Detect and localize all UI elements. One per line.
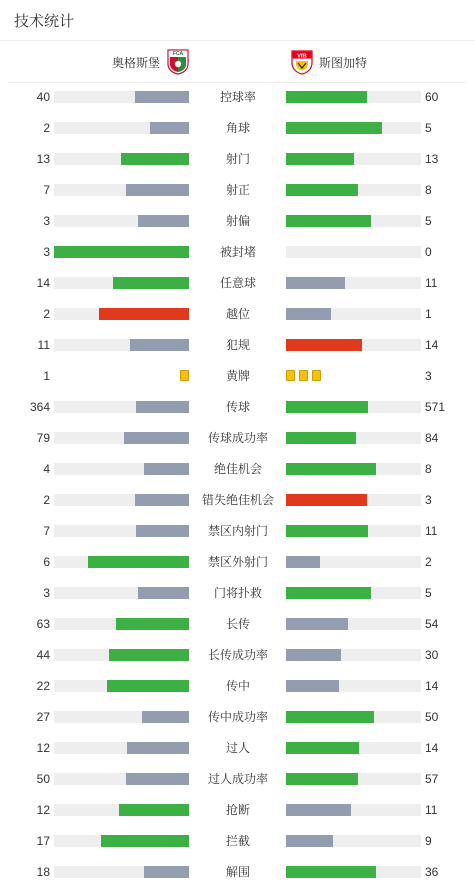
title-divider bbox=[0, 40, 475, 41]
away-stat-value: 13 bbox=[425, 152, 439, 166]
home-stat-bar-fill bbox=[135, 91, 189, 103]
stat-label: 解围 bbox=[225, 865, 250, 879]
stat-row bbox=[0, 272, 475, 294]
away-stat-value: 11 bbox=[425, 276, 438, 290]
home-stat-bar-fill bbox=[142, 711, 189, 723]
away-stat-bar bbox=[286, 215, 421, 227]
home-stat-bar bbox=[54, 835, 189, 847]
away-stat-bar-fill bbox=[286, 91, 367, 103]
yellow-card-icon bbox=[312, 370, 321, 381]
home-stat-bar bbox=[54, 277, 189, 289]
stat-label: 长传成功率 bbox=[207, 648, 268, 662]
home-stat-value: 27 bbox=[36, 710, 50, 724]
away-stat-bar bbox=[286, 277, 421, 289]
away-stat-bar-fill bbox=[286, 308, 331, 320]
stat-label: 角球 bbox=[225, 121, 250, 135]
home-stat-value: 40 bbox=[36, 90, 50, 104]
home-stat-bar-fill bbox=[144, 866, 189, 878]
stat-label: 控球率 bbox=[219, 90, 256, 104]
yellow-card-icon bbox=[180, 370, 189, 381]
away-stat-bar-fill bbox=[286, 525, 368, 537]
stat-label: 传球成功率 bbox=[207, 431, 268, 445]
away-stat-bar bbox=[286, 556, 421, 568]
home-stat-bar bbox=[54, 184, 189, 196]
home-stat-bar-fill bbox=[116, 618, 189, 630]
home-crest-letters: FCA bbox=[172, 51, 184, 58]
home-stat-bar-fill bbox=[124, 432, 189, 444]
home-stat-value: 18 bbox=[36, 865, 50, 879]
home-stat-value: 14 bbox=[36, 276, 50, 290]
home-stat-value: 3 bbox=[43, 586, 50, 600]
stat-label: 长传 bbox=[225, 617, 250, 631]
team-header-divider bbox=[8, 82, 466, 83]
away-stat-bar bbox=[286, 618, 421, 630]
home-stat-bar bbox=[54, 804, 189, 816]
away-stat-value: 2 bbox=[425, 555, 432, 569]
away-stat-bar bbox=[286, 153, 421, 165]
stat-label: 射正 bbox=[225, 183, 250, 197]
home-stat-bar bbox=[54, 618, 189, 630]
away-stat-bar-fill bbox=[286, 432, 356, 444]
home-stat-bar-fill bbox=[119, 804, 189, 816]
away-stat-bar-fill bbox=[286, 742, 359, 754]
home-stat-value: 7 bbox=[43, 183, 50, 197]
away-stat-bar-fill bbox=[286, 618, 348, 630]
away-stat-value: 30 bbox=[425, 648, 439, 662]
stat-row bbox=[0, 613, 475, 635]
away-stat-bar-fill bbox=[286, 463, 376, 475]
stat-row bbox=[0, 861, 475, 883]
home-stat-bar-fill bbox=[126, 773, 189, 785]
home-stat-bar bbox=[54, 711, 189, 723]
stat-label: 绝佳机会 bbox=[213, 462, 262, 476]
home-stat-bar-fill bbox=[54, 246, 189, 258]
away-stat-bar-fill bbox=[286, 122, 382, 134]
stuttgart-crest-icon bbox=[291, 49, 313, 75]
stat-row bbox=[0, 86, 475, 108]
stat-label: 错失绝佳机会 bbox=[201, 493, 274, 507]
stat-row bbox=[0, 148, 475, 170]
home-stat-bar-fill bbox=[109, 649, 189, 661]
away-stat-bar bbox=[286, 835, 421, 847]
home-stat-bar bbox=[54, 401, 189, 413]
away-stat-bar bbox=[286, 773, 421, 785]
home-stat-value: 13 bbox=[36, 152, 50, 166]
page-title: 技术统计 bbox=[14, 13, 75, 30]
away-stat-bar bbox=[286, 866, 421, 878]
away-stat-bar-fill bbox=[286, 711, 374, 723]
away-stat-value: 14 bbox=[425, 679, 439, 693]
away-stat-bar bbox=[286, 711, 421, 723]
away-stat-value: 3 bbox=[425, 493, 432, 507]
away-stat-bar bbox=[286, 246, 421, 258]
stat-label: 过人成功率 bbox=[207, 772, 268, 786]
home-stat-bar-fill bbox=[130, 339, 189, 351]
away-stat-bar-fill bbox=[286, 153, 354, 165]
away-stat-value: 36 bbox=[425, 865, 439, 879]
home-stat-bar bbox=[54, 494, 189, 506]
away-stat-bar-fill bbox=[286, 835, 333, 847]
stat-row bbox=[0, 396, 475, 418]
augsburg-crest-icon bbox=[167, 49, 189, 75]
home-stat-bar-fill bbox=[150, 122, 189, 134]
yellow-card-icon bbox=[299, 370, 308, 381]
home-stat-bar-fill bbox=[138, 587, 189, 599]
stat-label: 射门 bbox=[225, 152, 250, 166]
away-stat-bar bbox=[286, 308, 421, 320]
home-stat-bar bbox=[54, 91, 189, 103]
stat-label: 传中 bbox=[225, 679, 250, 693]
away-stat-bar-fill bbox=[286, 401, 368, 413]
stat-row bbox=[0, 334, 475, 356]
away-stat-value: 5 bbox=[425, 586, 432, 600]
home-stat-bar bbox=[54, 525, 189, 537]
home-yellow-cards bbox=[180, 370, 189, 382]
stat-label: 禁区内射门 bbox=[207, 524, 268, 538]
stat-row bbox=[0, 210, 475, 232]
home-stat-value: 7 bbox=[43, 524, 50, 538]
home-stat-value: 2 bbox=[43, 307, 50, 321]
home-stat-value: 11 bbox=[37, 338, 50, 352]
away-stat-bar bbox=[286, 463, 421, 475]
away-stat-bar-fill bbox=[286, 556, 320, 568]
home-stat-bar bbox=[54, 339, 189, 351]
stat-row bbox=[0, 675, 475, 697]
home-stat-bar bbox=[54, 680, 189, 692]
stat-label: 禁区外射门 bbox=[207, 555, 268, 569]
home-stat-bar-fill bbox=[136, 525, 189, 537]
away-stat-value: 50 bbox=[425, 710, 439, 724]
home-stat-bar bbox=[54, 866, 189, 878]
away-stat-bar-fill bbox=[286, 277, 345, 289]
away-stat-bar-fill bbox=[286, 215, 371, 227]
home-stat-bar-fill bbox=[121, 153, 189, 165]
home-stat-bar bbox=[54, 308, 189, 320]
stat-label: 传中成功率 bbox=[207, 710, 268, 724]
home-stat-value: 79 bbox=[36, 431, 50, 445]
home-stat-bar bbox=[54, 556, 189, 568]
away-team-name: 斯图加特 bbox=[319, 55, 368, 70]
away-stat-value: 5 bbox=[425, 214, 432, 228]
home-stat-bar bbox=[54, 773, 189, 785]
stat-row bbox=[0, 799, 475, 821]
home-stat-value: 2 bbox=[43, 493, 50, 507]
home-team[interactable] bbox=[112, 48, 189, 76]
home-stat-bar-fill bbox=[136, 401, 189, 413]
home-stat-value: 12 bbox=[36, 741, 50, 755]
away-stat-bar bbox=[286, 184, 421, 196]
away-stat-bar-fill bbox=[286, 866, 376, 878]
stat-row bbox=[0, 117, 475, 139]
home-stat-bar-fill bbox=[107, 680, 189, 692]
home-stat-value: 1 bbox=[43, 369, 50, 383]
away-stat-bar-fill bbox=[286, 587, 371, 599]
away-stat-value: 9 bbox=[425, 834, 432, 848]
away-stat-bar bbox=[286, 494, 421, 506]
away-stat-bar bbox=[286, 91, 421, 103]
away-stat-bar bbox=[286, 587, 421, 599]
home-stat-value: 63 bbox=[36, 617, 50, 631]
yellow-card-icon bbox=[286, 370, 295, 381]
home-stat-value: 22 bbox=[36, 679, 50, 693]
away-stat-value: 84 bbox=[425, 431, 439, 445]
home-stat-bar bbox=[54, 742, 189, 754]
home-team-name: 奥格斯堡 bbox=[112, 55, 161, 70]
home-stat-value: 3 bbox=[43, 245, 50, 259]
away-stat-value: 0 bbox=[425, 245, 432, 259]
stat-label: 抢断 bbox=[225, 803, 250, 817]
away-stat-value: 14 bbox=[425, 338, 439, 352]
stat-row bbox=[0, 458, 475, 480]
stat-row bbox=[0, 551, 475, 573]
stat-row bbox=[0, 179, 475, 201]
stat-row bbox=[0, 737, 475, 759]
home-stat-value: 50 bbox=[36, 772, 50, 786]
home-stat-bar-fill bbox=[101, 835, 189, 847]
away-stat-bar bbox=[286, 122, 421, 134]
stat-row bbox=[0, 489, 475, 511]
away-stat-bar bbox=[286, 742, 421, 754]
home-stat-bar bbox=[54, 122, 189, 134]
away-stat-value: 571 bbox=[425, 400, 446, 414]
stat-label: 传球 bbox=[225, 400, 250, 414]
home-stat-value: 12 bbox=[36, 803, 50, 817]
home-stat-value: 6 bbox=[43, 555, 50, 569]
away-stat-bar-fill bbox=[286, 184, 358, 196]
away-stat-bar bbox=[286, 432, 421, 444]
stat-label: 任意球 bbox=[219, 276, 256, 290]
home-stat-bar bbox=[54, 432, 189, 444]
away-crest-letters: VfB bbox=[297, 53, 307, 60]
home-stat-value: 2 bbox=[43, 121, 50, 135]
home-stat-bar bbox=[54, 649, 189, 661]
home-stat-bar-fill bbox=[144, 463, 189, 475]
home-stat-bar bbox=[54, 246, 189, 258]
away-stat-value: 8 bbox=[425, 183, 432, 197]
home-stat-bar-fill bbox=[138, 215, 189, 227]
home-stat-bar-fill bbox=[126, 184, 189, 196]
stat-row bbox=[0, 830, 475, 852]
away-stat-value: 3 bbox=[425, 369, 432, 383]
stat-label: 门将扑救 bbox=[213, 586, 262, 600]
home-stat-value: 3 bbox=[43, 214, 50, 228]
away-stat-bar bbox=[286, 680, 421, 692]
stat-label: 犯规 bbox=[225, 338, 250, 352]
away-stat-bar bbox=[286, 339, 421, 351]
stat-row bbox=[0, 365, 475, 387]
away-stat-bar bbox=[286, 401, 421, 413]
home-stat-bar-fill bbox=[99, 308, 189, 320]
stat-row bbox=[0, 706, 475, 728]
stat-row bbox=[0, 241, 475, 263]
stat-label: 被封堵 bbox=[219, 245, 256, 259]
home-stat-value: 4 bbox=[43, 462, 50, 476]
home-stat-bar-fill bbox=[88, 556, 189, 568]
stat-label: 过人 bbox=[225, 741, 250, 755]
away-stat-value: 54 bbox=[425, 617, 439, 631]
away-stat-value: 8 bbox=[425, 462, 432, 476]
away-stat-bar-fill bbox=[286, 649, 341, 661]
home-stat-bar-fill bbox=[113, 277, 189, 289]
home-stat-value: 44 bbox=[36, 648, 50, 662]
home-stat-bar bbox=[54, 153, 189, 165]
away-stat-bar bbox=[286, 525, 421, 537]
away-stat-bar-fill bbox=[286, 494, 367, 506]
home-stat-value: 364 bbox=[29, 400, 50, 414]
home-stat-value: 17 bbox=[36, 834, 50, 848]
away-stat-bar bbox=[286, 804, 421, 816]
home-stat-bar bbox=[54, 587, 189, 599]
home-stat-bar-fill bbox=[127, 742, 189, 754]
away-stat-bar bbox=[286, 649, 421, 661]
away-stat-bar-fill bbox=[286, 680, 339, 692]
stat-row bbox=[0, 582, 475, 604]
stat-row bbox=[0, 644, 475, 666]
away-stat-value: 1 bbox=[425, 307, 432, 321]
away-stat-value: 11 bbox=[425, 803, 438, 817]
home-stat-bar-fill bbox=[135, 494, 189, 506]
stat-row bbox=[0, 520, 475, 542]
stat-label: 越位 bbox=[225, 307, 250, 321]
stat-label: 黄牌 bbox=[225, 369, 250, 383]
away-stat-value: 60 bbox=[425, 90, 439, 104]
away-team[interactable] bbox=[291, 48, 367, 76]
home-stat-bar bbox=[54, 463, 189, 475]
away-stat-bar-fill bbox=[286, 339, 362, 351]
away-stat-bar-fill bbox=[286, 773, 358, 785]
stat-row bbox=[0, 303, 475, 325]
away-yellow-cards bbox=[286, 370, 321, 382]
stat-label: 射偏 bbox=[225, 214, 250, 228]
stat-row bbox=[0, 768, 475, 790]
stat-label: 拦截 bbox=[225, 834, 250, 848]
away-stat-value: 57 bbox=[425, 772, 439, 786]
away-stat-bar-fill bbox=[286, 804, 351, 816]
away-stat-value: 11 bbox=[425, 524, 438, 538]
away-stat-value: 5 bbox=[425, 121, 432, 135]
home-stat-bar bbox=[54, 215, 189, 227]
stat-row bbox=[0, 427, 475, 449]
away-stat-value: 14 bbox=[425, 741, 439, 755]
